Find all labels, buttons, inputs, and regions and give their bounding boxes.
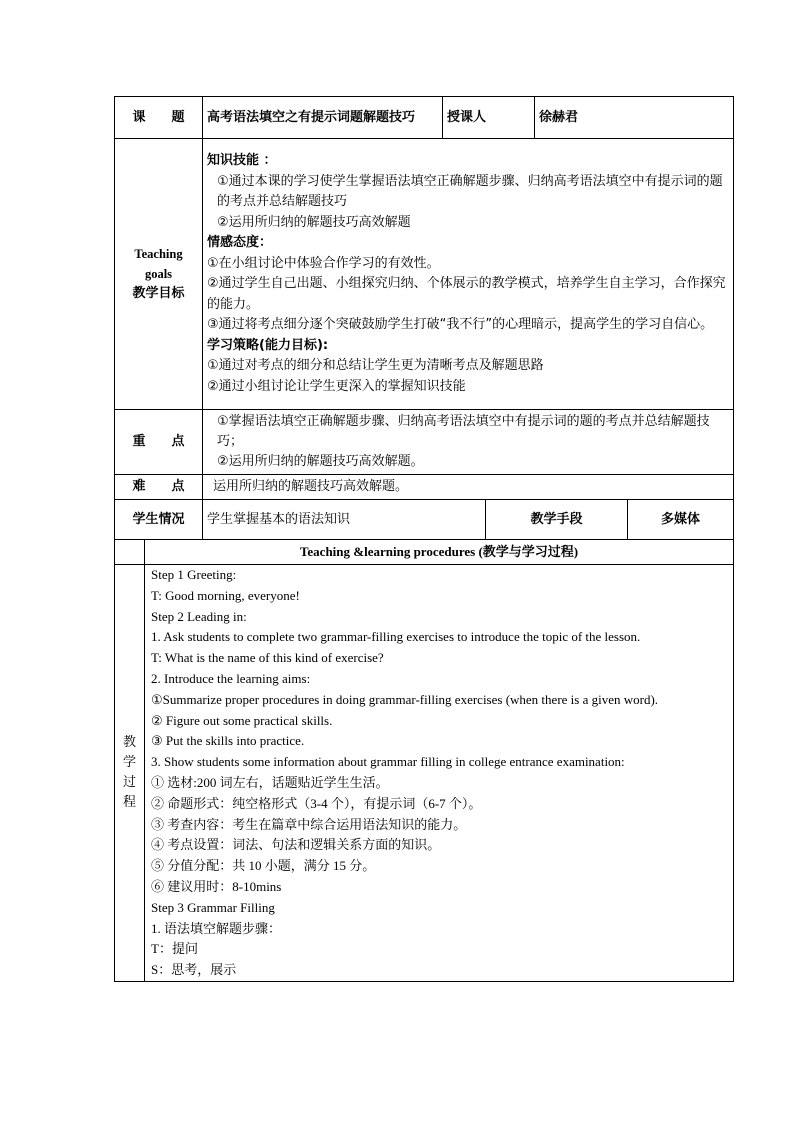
procedure-line: ④ 考点设置：词法、句法和逻辑关系方面的知识。: [151, 837, 441, 853]
procedure-line: ①Summarize proper procedures in doing grammar-filling exercises (when there is a given word).: [151, 691, 659, 707]
procedure-header: Teaching &learning procedures (教学与学习过程): [145, 540, 734, 565]
procedure-content: [145, 565, 734, 982]
means-value: 多媒体: [628, 500, 734, 540]
topic-label: 课 题: [115, 97, 203, 139]
goals-label-zh: 教学目标: [132, 286, 185, 301]
strategy-item: ②通过小组讨论让学生更深入的掌握知识技能: [207, 378, 466, 394]
goals-content: [203, 139, 734, 410]
procedure-line: S：思考，展示: [151, 962, 237, 978]
procedure-line: 3. Show students some information about grammar filling in college entrance examination:: [151, 754, 625, 770]
key-points-content: [203, 410, 734, 475]
lesson-plan-table: [114, 96, 734, 982]
strategy-item: ①通过对考点的细分和总结让学生更为清晰考点及解题思路: [207, 358, 544, 373]
emotion-title: 情感态度：: [207, 235, 273, 250]
procedure-line: ① 选材:200 词左右，话题贴近学生生活。: [151, 774, 389, 790]
procedure-line: T：提问: [151, 941, 198, 957]
key-points-label: 重 点: [115, 410, 203, 475]
emotion-item: ②通过学生自己出题、小组探究归纳、个体展示的教学模式，培养学生自主学习，合作探究的能力。: [207, 276, 726, 312]
difficulty-row: [115, 475, 734, 500]
side-char: 程: [122, 794, 136, 810]
procedure-line: 1. 语法填空解题步骤：: [151, 920, 282, 936]
goals-label: [115, 139, 203, 410]
procedure-line: ② 命题形式：纯空格形式（3-4 个），有提示词（6-7 个）。: [151, 795, 482, 811]
emotion-item: ①在小组讨论中体验合作学习的有效性。: [207, 255, 440, 271]
strategy-title: 学习策略(能力目标):: [207, 337, 329, 353]
procedure-line: Step 2 Leading in:: [151, 608, 247, 624]
side-char: 教: [122, 734, 136, 750]
teacher-label: 授课人: [443, 97, 535, 139]
key-point-item: ②运用所归纳的解题技巧高效解题。: [217, 454, 424, 469]
side-char: 过: [122, 774, 136, 790]
knowledge-item: ①通过本课的学习使学生掌握语法填空正确解题步骤、归纳高考语法填空中有提示词的题的考点并总结解题技巧: [217, 173, 723, 209]
goals-label-en-1: Teaching: [134, 247, 183, 261]
situation-text: 学生掌握基本的语法知识: [203, 500, 486, 540]
side-char: 学: [122, 754, 136, 770]
procedure-line: ③ Put the skills into practice.: [151, 733, 305, 749]
difficulty-value: 运用所归纳的解题技巧高效解题。: [213, 479, 409, 494]
topic-title: 高考语法填空之有提示词题解题技巧: [203, 97, 443, 139]
procedure-line: ③ 考查内容：考生在篇章中综合运用语法知识的能力。: [151, 816, 467, 832]
goals-label-en-2: goals: [144, 267, 173, 281]
header-row: [115, 97, 734, 139]
situation-row: [115, 500, 734, 540]
procedure-header-row: [115, 540, 734, 565]
procedure-header-spacer: [115, 540, 145, 565]
emotion-item: ③通过将考点细分逐个突破鼓励学生打破“我不行”的心理暗示，提高学生的学习自信心。: [207, 317, 714, 332]
knowledge-title: 知识技能 ：: [207, 153, 277, 168]
difficulty-text: [203, 475, 734, 500]
situation-label: 学生情况: [115, 500, 203, 540]
teacher-name: 徐赫君: [535, 97, 734, 139]
procedure-line: 1. Ask students to complete two grammar-filling exercises to introduce the topic of the lesson.: [151, 629, 641, 645]
knowledge-item: ②运用所归纳的解题技巧高效解题: [217, 214, 411, 230]
procedure-line: ② Figure out some practical skills.: [151, 712, 333, 728]
procedure-line: ⑤ 分值分配：共 10 小题，满分 15 分。: [151, 858, 376, 874]
procedure-line: T: What is the name of this kind of exercise?: [151, 650, 384, 666]
procedure-side-label: [115, 565, 145, 982]
procedure-row: [115, 565, 734, 982]
procedure-line: ⑥ 建议用时：8-10mins: [151, 878, 282, 894]
means-label: 教学手段: [486, 500, 628, 540]
procedure-line: Step 1 Greeting:: [151, 567, 237, 582]
key-point-item: ①掌握语法填空正确解题步骤、归纳高考语法填空中有提示词的题的考点并总结解题技巧；: [217, 414, 710, 449]
procedure-line: 2. Introduce the learning aims:: [151, 670, 311, 686]
key-points-row: [115, 410, 734, 475]
goals-row: [115, 139, 734, 410]
procedure-line: Step 3 Grammar Filling: [151, 899, 275, 915]
procedure-line: T: Good morning, everyone!: [151, 587, 300, 603]
difficulty-label: 难 点: [115, 475, 203, 500]
